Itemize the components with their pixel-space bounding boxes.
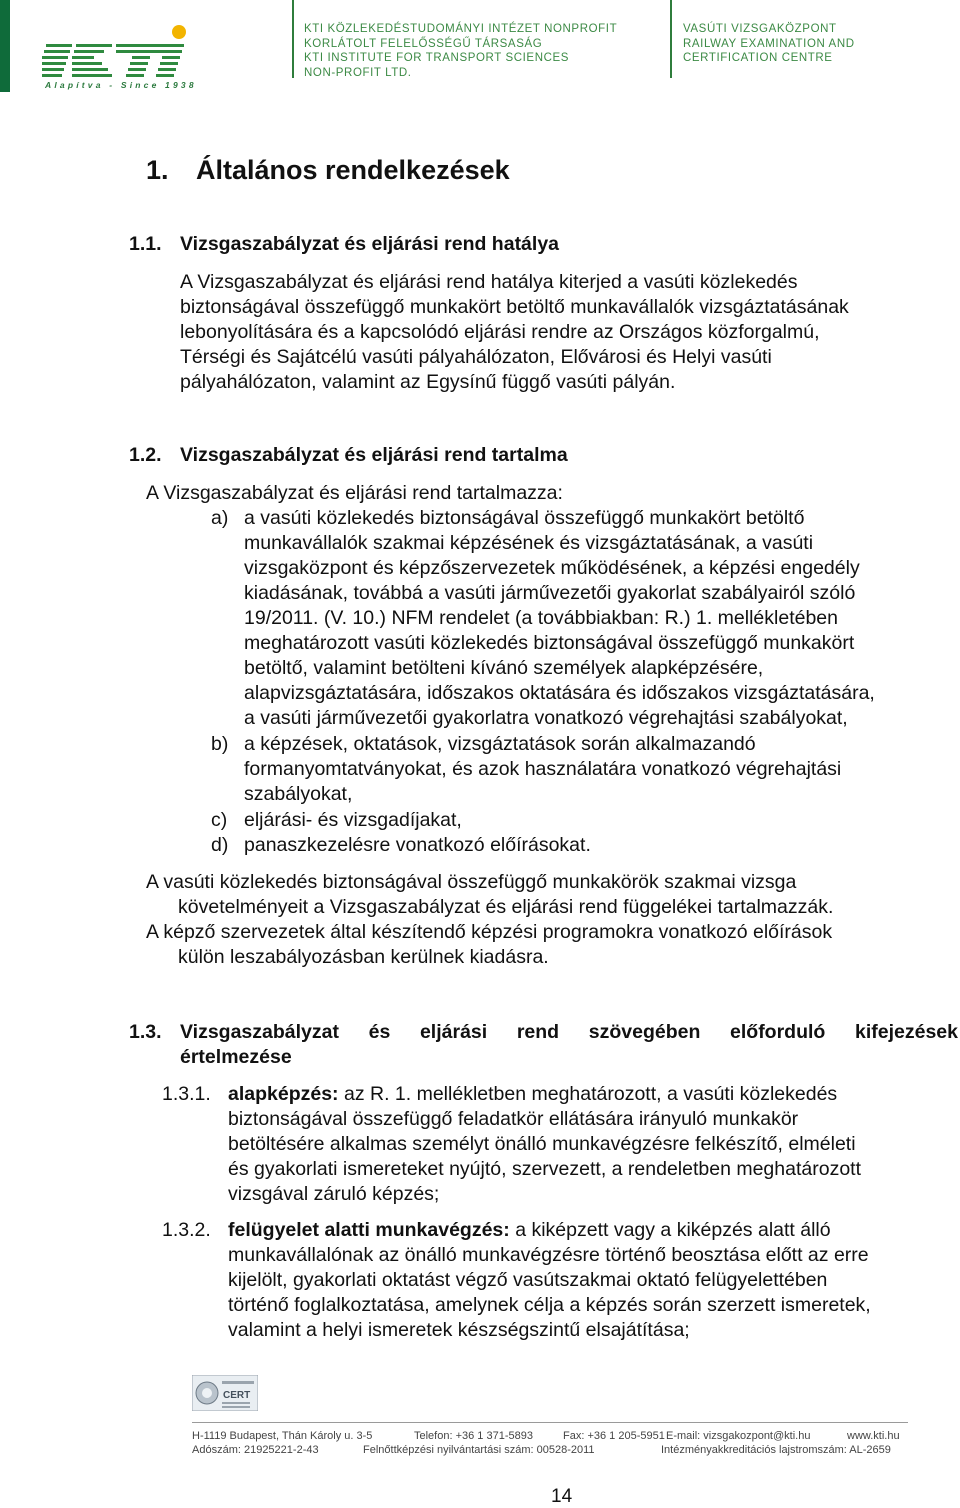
header-accent-bar xyxy=(0,0,10,92)
text-line: biztonságával összefüggő munkakört betöltő munkavállalók vizsgáztatásának xyxy=(180,296,849,318)
list-marker: a) xyxy=(211,507,229,529)
text-line: a vasúti járművezetői gyakorlatra vonatkozó végrehajtási szabályokat, xyxy=(244,707,848,729)
text-line: a kiképzett vagy a kiképzés alatt álló xyxy=(515,1219,831,1241)
subsection-number: 1.2. xyxy=(129,444,162,466)
text-line: betöltésére alkalmas személyt önálló munkavégzésre felkészítő, elméleti xyxy=(228,1133,856,1155)
text-line: és gyakorlati ismereteket nyújtó, szervezett, a rendeletben meghatározott xyxy=(228,1158,861,1180)
footer-email[interactable]: E-mail: vizsgakozpont@kti.hu xyxy=(666,1430,811,1442)
text-line: panaszkezelésre vonatkozó előírásokat. xyxy=(244,834,591,856)
definition-number: 1.3.1. xyxy=(162,1083,211,1105)
text-line: kiadásának, továbbá a vasúti járművezetői gyakorlat szabályairól szóló xyxy=(244,582,856,604)
institute-name xyxy=(304,22,644,80)
logo-sun-icon xyxy=(172,25,186,39)
text-line: Térségi és Sajátcélú vasúti pályahálózaton, Elővárosi és Helyi vasúti xyxy=(180,346,772,368)
footer-registry-number: Felnőttképzési nyilvántartási szám: 00528-2011 xyxy=(363,1444,595,1456)
definition-number: 1.3.2. xyxy=(162,1219,211,1241)
logo-tagline: Alapítva - Since 1938 xyxy=(45,80,197,90)
section-heading xyxy=(146,155,510,186)
definition-felugyelet xyxy=(162,1218,958,1343)
scope-paragraph xyxy=(180,270,958,395)
list-marker: b) xyxy=(211,733,229,755)
footer-address: H-1119 Budapest, Thán Károly u. 3-5 xyxy=(192,1430,373,1442)
cert-label: CERT xyxy=(223,1390,251,1401)
text-line: az R. 1. mellékletben meghatározott, a vasúti közlekedés xyxy=(343,1083,838,1105)
list-item-b xyxy=(211,732,958,807)
header-divider xyxy=(292,0,294,78)
definition-term: felügyelet alatti munkavégzés: xyxy=(228,1219,510,1241)
text-line: munkavállalók szakmai képzésének és vizsgáztatásának, a vasúti xyxy=(244,532,814,554)
list-marker: c) xyxy=(211,809,228,831)
contents-intro: A Vizsgaszabályzat és eljárási rend tartalmazza: xyxy=(146,482,563,504)
header-divider xyxy=(670,0,672,78)
centre-line: CERTIFICATION CENTRE xyxy=(683,52,833,64)
text-line: külön leszabályozásban kerülnek kiadásra. xyxy=(178,946,549,968)
text-line: betöltő, valamint betölteni kívánó személyek alapképzésére, xyxy=(244,657,764,679)
cert-badge-icon xyxy=(192,1375,258,1411)
institute-line: NON-PROFIT LTD. xyxy=(304,66,412,79)
list-item-d xyxy=(211,833,958,858)
subsection-number: 1.1. xyxy=(129,233,162,255)
footer-divider xyxy=(192,1422,908,1423)
text-line: formanyomtatványokat, és azok használatára vonatkozó végrehajtási xyxy=(244,758,842,780)
text-line: A vasúti közlekedés biztonságával összefüggő munkakörök szakmai vizsga xyxy=(146,871,797,893)
centre-name xyxy=(683,22,953,66)
text-line: A képző szervezetek által készítendő képzési programokra vonatkozó előírások xyxy=(146,921,833,943)
subsection-number: 1.3. xyxy=(129,1021,162,1043)
subsection-heading-1-3 xyxy=(129,1020,958,1070)
institute-line: KTI INSTITUTE FOR TRANSPORT SCIENCES xyxy=(304,52,570,64)
list-item-a xyxy=(211,506,958,731)
text-line: történő foglalkoztatása, amelynek célja a képzés során szerzett ismeretek, xyxy=(228,1294,871,1316)
text-line: kijelölt, gyakorlati oktatást végző vasútszakmai oktató felügyelettében xyxy=(228,1269,828,1291)
institute-line: KTI KÖZLEKEDÉSTUDOMÁNYI INTÉZET NONPROFIT xyxy=(304,23,618,35)
text-line: meghatározott vasúti közlekedés biztonságával összefüggő munkakört xyxy=(244,632,855,654)
requirements-paragraph xyxy=(146,870,958,920)
subsection-title: Vizsgaszabályzat és eljárási rend hatálya xyxy=(180,233,560,255)
subsection-title: Vizsgaszabályzat és eljárási rend szövegében előforduló kifejezések xyxy=(180,1021,958,1043)
text-line: lebonyolítására és a kapcsolódó eljárási rendre az Országos közforgalmú, xyxy=(180,321,820,343)
centre-line: VASÚTI VIZSGAKÖZPONT xyxy=(683,23,837,35)
footer-tax-number: Adószám: 21925221-2-43 xyxy=(192,1444,319,1456)
section-title: Általános rendelkezések xyxy=(196,155,510,185)
subsection-heading-1-2 xyxy=(129,443,568,468)
text-line: pályahálózaton, valamint az Egysínű függő vasúti pályán. xyxy=(180,371,676,393)
text-line: a vasúti közlekedés biztonságával összefüggő munkakört betöltő xyxy=(244,507,805,529)
text-line: alapvizsgáztatására, időszakos oktatására és időszakos vizsgáztatására, xyxy=(244,682,875,704)
subsection-title: értelmezése xyxy=(180,1046,292,1068)
definition-term: alapképzés: xyxy=(228,1083,339,1105)
definition-alapkepzes xyxy=(162,1082,958,1207)
programs-paragraph xyxy=(146,920,958,970)
institute-line: KORLÁTOLT FELELŐSSÉGŰ TÁRSASÁG xyxy=(304,37,543,50)
list-marker: d) xyxy=(211,834,229,856)
text-line: 19/2011. (V. 10.) NFM rendelet (a továbbiakban: R.) 1. mellékletében xyxy=(244,607,838,629)
text-line: valamint a helyi ismeretek készségszintű elsajátítása; xyxy=(228,1319,690,1341)
text-line: követelményeit a Vizsgaszabályzat és eljárási rend függelékei tartalmazzák. xyxy=(178,896,834,918)
footer-phone[interactable]: Telefon: +36 1 371-5893 xyxy=(414,1430,533,1442)
footer-fax: Fax: +36 1 205-5951 xyxy=(563,1430,665,1442)
page-number: 14 xyxy=(551,1486,573,1507)
text-line: vizsgaközpont és képzőszervezetek működésének, a képzési engedély xyxy=(244,557,860,579)
text-line: munkavállalónak az önálló munkavégzésre történő beosztása előtt az erre xyxy=(228,1244,869,1266)
subsection-heading-1-1 xyxy=(129,232,560,257)
subsection-title: Vizsgaszabályzat és eljárási rend tartalma xyxy=(180,444,568,466)
text-line: vizsgával záruló képzés; xyxy=(228,1183,440,1205)
text-line: biztonságával összefüggő feladatkör ellátására irányuló munkakör xyxy=(228,1108,799,1130)
footer-accreditation: Intézményakkreditációs lajstromszám: AL-2659 xyxy=(661,1444,891,1456)
list-item-c xyxy=(211,808,958,833)
text-line: a képzések, oktatások, vizsgáztatások során alkalmazandó xyxy=(244,733,756,755)
text-line: szabályokat, xyxy=(244,783,353,805)
text-line: eljárási- és vizsgadíjakat, xyxy=(244,809,462,831)
text-line: A Vizsgaszabályzat és eljárási rend hatálya kiterjed a vasúti közlekedés xyxy=(180,271,798,293)
centre-line: RAILWAY EXAMINATION AND xyxy=(683,37,855,50)
footer-website[interactable]: www.kti.hu xyxy=(847,1430,900,1442)
section-number: 1. xyxy=(146,155,169,185)
